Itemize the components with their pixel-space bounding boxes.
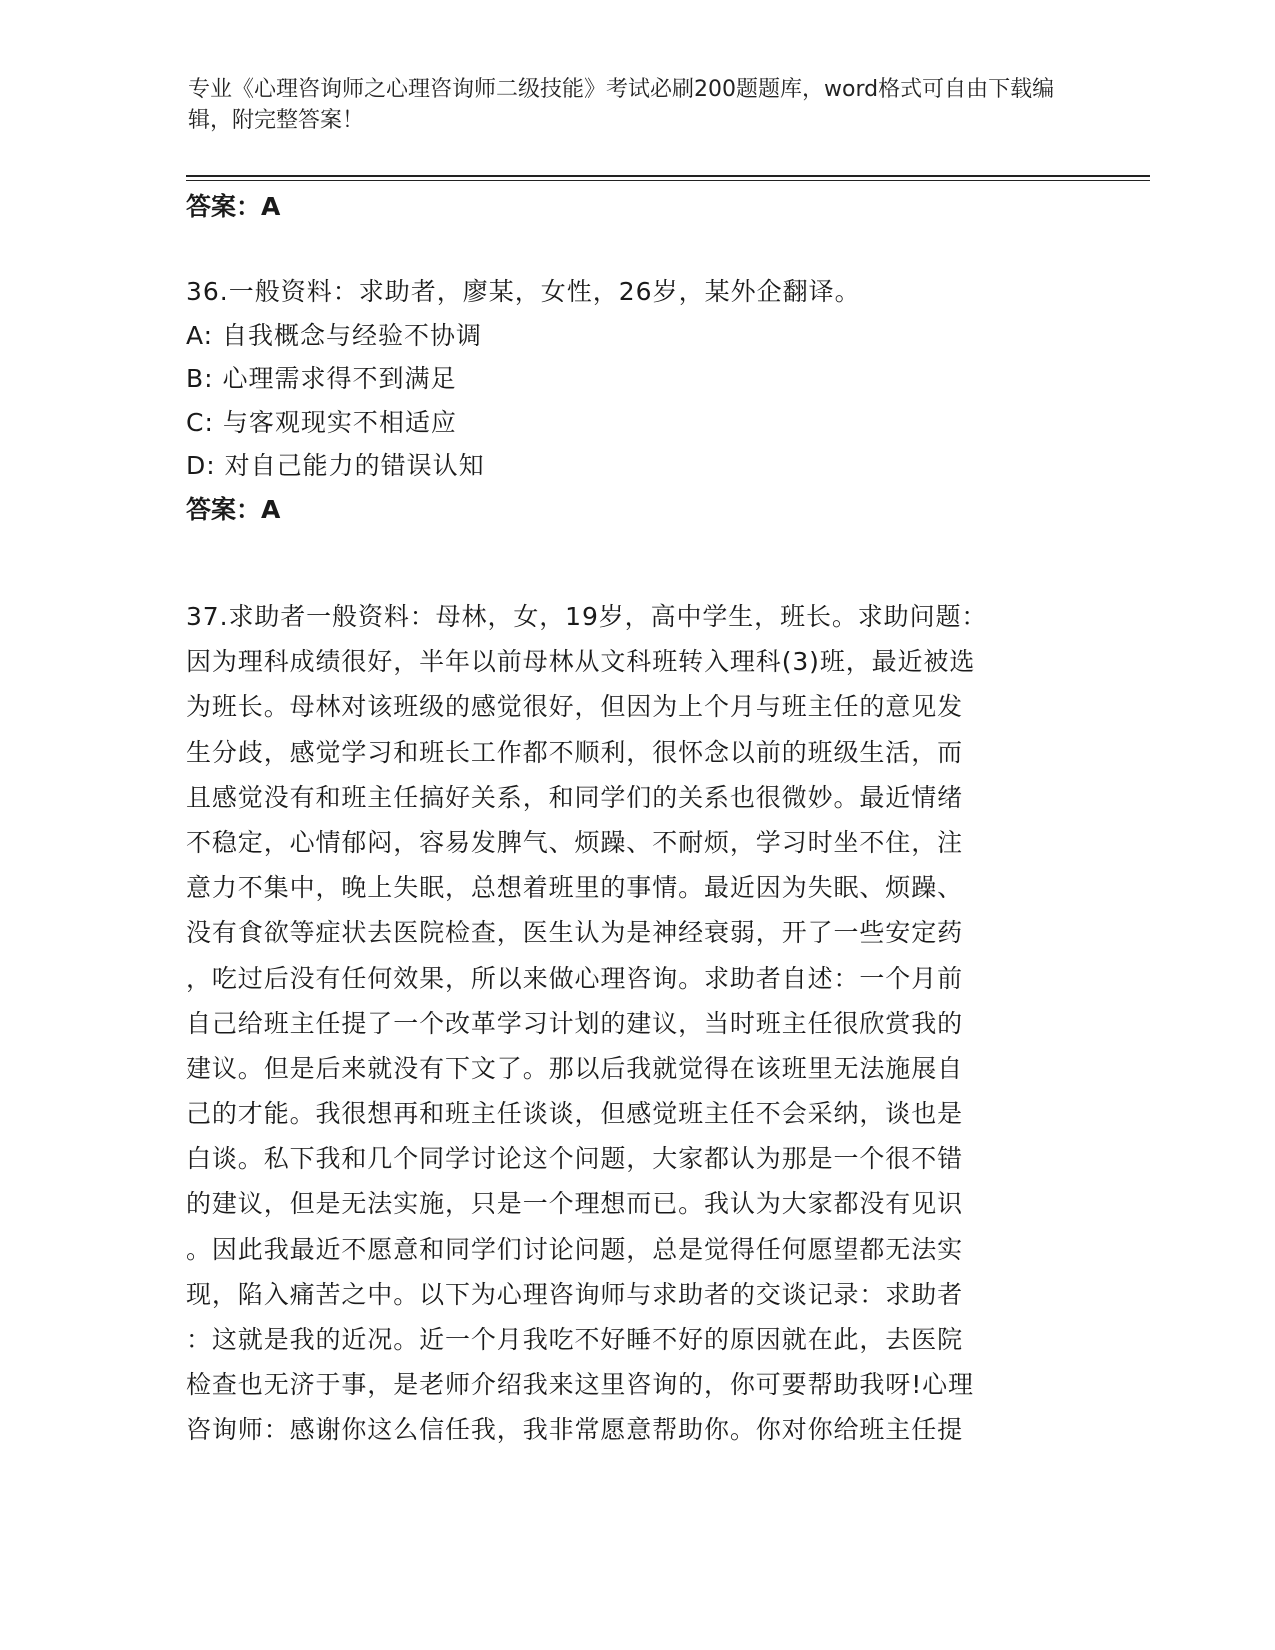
question-37-line: 不稳定，心情郁闷，容易发脾气、烦躁、不耐烦，学习时坐不住，注: [186, 827, 964, 857]
question-36-answer: 答案：A: [186, 495, 281, 524]
question-37-line: 且感觉没有和班主任搞好关系，和同学们的关系也很微妙。最近情绪: [186, 782, 964, 812]
question-36-option-d: D: 对自己能力的错误认知: [186, 451, 485, 480]
question-37-line: 白谈。私下我和几个同学讨论这个问题，大家都认为那是一个很不错: [186, 1144, 964, 1174]
question-37-line: 建议。但是后来就没有下文了。那以后我就觉得在该班里无法施展自: [186, 1053, 964, 1083]
question-37-line: 37.求助者一般资料：母林，女，19岁，高中学生，班长。求助问题：: [186, 602, 988, 631]
question-37-line: 咨询师：感谢你这么信任我，我非常愿意帮助你。你对你给班主任提: [186, 1415, 964, 1445]
question-37-line: 检查也无济于事，是老师介绍我来这里咨询的，你可要帮助我呀!心理: [186, 1370, 974, 1400]
question-36-option-c: C: 与客观现实不相适应: [186, 408, 457, 437]
question-37-line: ：这就是我的近况。近一个月我吃不好睡不好的原因就在此，去医院: [186, 1325, 964, 1354]
question-37-line: 生分歧，感觉学习和班长工作都不顺利，很怀念以前的班级生活，而: [186, 737, 964, 767]
document-header: 专业《心理咨询师之心理咨询师二级技能》考试必刷200题题库，word格式可自由下载编辑，附完整答案！: [188, 77, 1055, 133]
previous-answer: 答案：A: [186, 192, 281, 221]
question-37-line: 己的才能。我很想再和班主任谈谈，但感觉班主任不会采纳，谈也是: [186, 1099, 964, 1129]
question-37-line: 因为理科成绩很好，半年以前母林从文科班转入理科(3)班，最近被选: [186, 647, 976, 677]
question-37-line: 的建议，但是无法实施，只是一个理想而已。我认为大家都没有见识: [186, 1189, 964, 1219]
question-36-stem: 36.一般资料：求助者，廖某，女性，26岁，某外企翻译。: [186, 277, 861, 306]
question-36-option-b: B: 心理需求得不到满足: [186, 364, 457, 393]
question-36-option-a: A: 自我概念与经验不协调: [186, 321, 483, 350]
header-divider-thin: [186, 180, 1150, 181]
question-37-line: 自己给班主任提了一个改革学习计划的建议，当时班主任很欣赏我的: [186, 1008, 964, 1038]
header-divider-thick: [186, 175, 1150, 177]
question-37-line: 没有食欲等症状去医院检查，医生认为是神经衰弱，开了一些安定药: [186, 918, 964, 948]
question-37-line: 为班长。母林对该班级的感觉很好，但因为上个月与班主任的意见发: [186, 692, 964, 722]
question-37-line: 。因此我最近不愿意和同学们讨论问题，总是觉得任何愿望都无法实: [186, 1234, 964, 1264]
question-37-line: 意力不集中，晚上失眠，总想着班里的事情。最近因为失眠、烦躁、: [186, 873, 964, 903]
question-37-body: [186, 602, 1066, 1461]
question-37-line: ，吃过后没有任何效果，所以来做心理咨询。求助者自述：一个月前: [186, 963, 964, 993]
question-37-line: 现，陷入痛苦之中。以下为心理咨询师与求助者的交谈记录：求助者: [186, 1279, 964, 1309]
